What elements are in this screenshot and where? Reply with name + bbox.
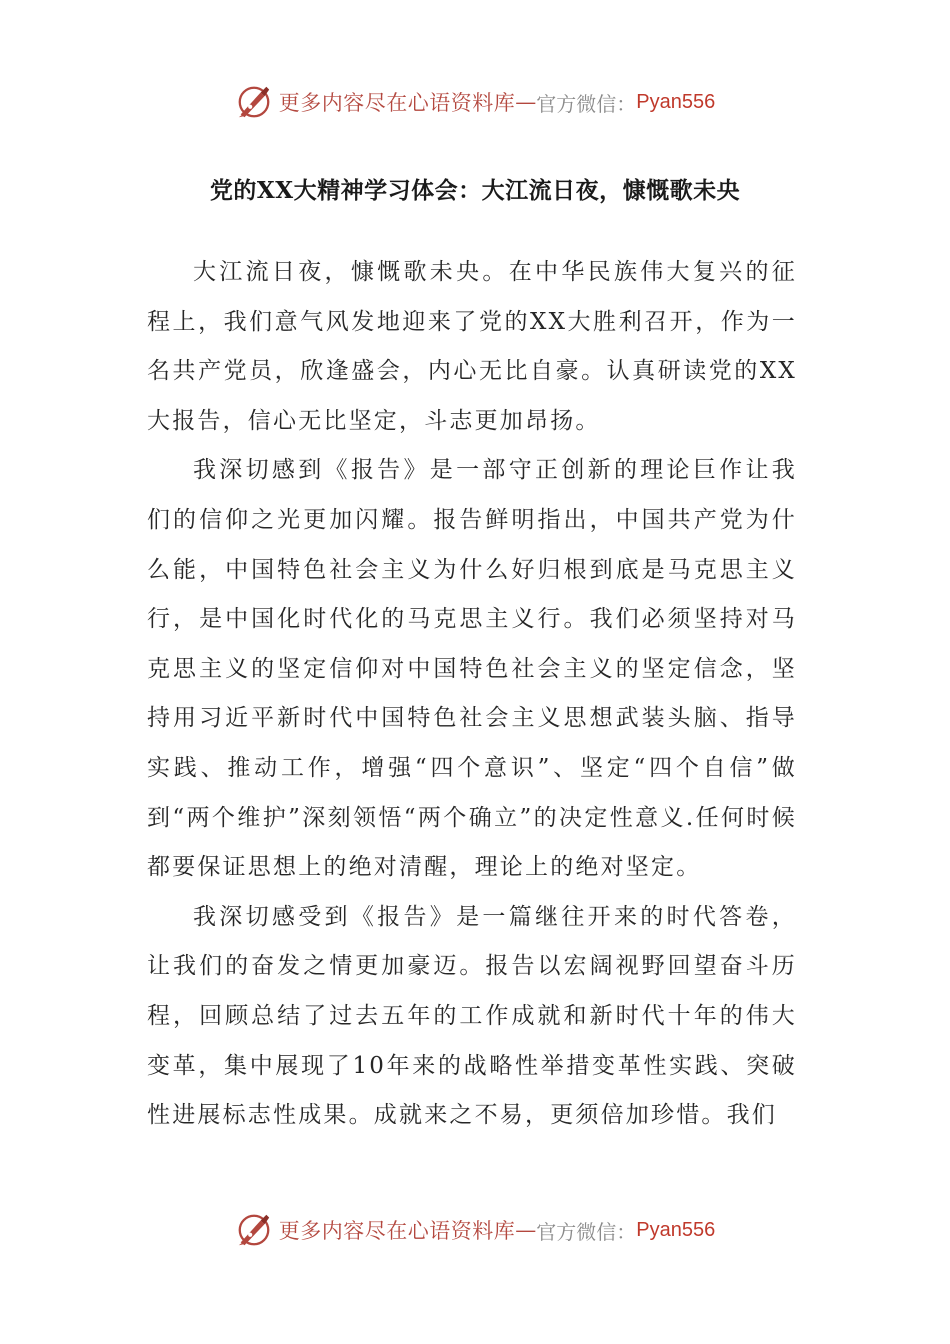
banner-text: 更多内容尽在心语资料库 (278, 1219, 516, 1243)
paragraph-1: 大江流日夜，慷慨歌未央。在中华民族伟大复兴的征程上，我们意气风发地迎来了党的XX大胜利召开，作为一名共产党员，欣逢盛会，内心无比自豪。认真研读党的XX大报告，信心无比坚定，斗志更加昂扬。 (147, 259, 797, 434)
banner-wechat-id: Pyan556 (636, 90, 716, 113)
banner-separator: — (515, 90, 537, 114)
paragraph-3: 我深切感受到《报告》是一篇继往开来的时代答卷，让我们的奋发之情更加豪迈。报告以宏阔视野回望奋斗历程，回顾总结了过去五年的工作成就和新时代十年的伟大变革，集中展现了10年来的战略性举措变革性实践、突破性进展标志性成果。成就来之不易，更须倍加珍惜。我们 (147, 903, 797, 1129)
document-body (147, 248, 797, 1141)
header-watermark-banner (0, 80, 950, 124)
document-title: 党的XX大精神学习体会：大江流日夜，慷慨歌未央 (209, 177, 741, 204)
banner-wechat-label: 官方微信： (536, 91, 637, 116)
banner-wechat-id: Pyan556 (636, 1218, 716, 1241)
banner-wechat-label: 官方微信： (536, 1219, 637, 1244)
footer-watermark-banner (0, 1208, 950, 1252)
pen-nib-logo-icon (235, 83, 273, 121)
banner-separator: — (515, 1218, 537, 1242)
banner-text: 更多内容尽在心语资料库 (278, 91, 516, 115)
paragraph-2: 我深切感到《报告》是一部守正创新的理论巨作让我们的信仰之光更加闪耀。报告鲜明指出，中国共产党为什么能，中国特色社会主义为什么好归根到底是马克思主义行，是中国化时代化的马克思主义行。我们必须坚持对马克思主义的坚定信仰对中国特色社会主义的坚定信念，坚持用习近平新时代中国特色社会主义思想武装头脑、指导实践、推动工作，增强“四个意识”、坚定“四个自信”做到“两个维护”深刻领悟“两个确立”的决定性意义.任何时候都要保证思想上的绝对清醒，理论上的绝对坚定。 (147, 457, 797, 881)
pen-nib-logo-icon (235, 1211, 273, 1249)
